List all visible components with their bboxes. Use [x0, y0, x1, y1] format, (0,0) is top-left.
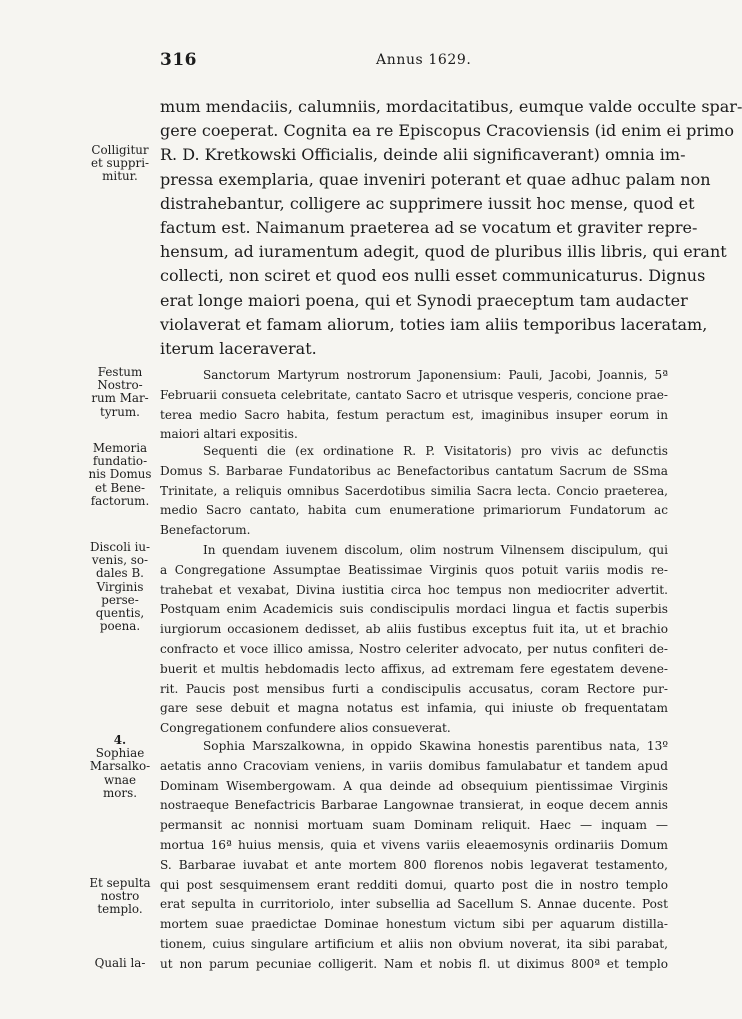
text-line: iurgiorum occasionem dedisset, ab aliis fustibus exceptus fuit ita, ut et brachio: [160, 622, 668, 637]
text-line: aetatis anno Cracoviam veniens, in variis domibus famulabatur et tandem apud: [160, 758, 668, 773]
text-line: Dominam Wisembergowam. A qua deinde ad obsequium pientissimae Virginis: [160, 778, 668, 793]
text-line: medio Sacro cantato, habita cum enumeratione primariorum Fundatorum ac: [160, 503, 668, 518]
text-line: pressa exemplaria, quae inveniri poterant et quae adhuc palam non: [160, 169, 711, 189]
text-line: erat sepulta in curritoriolo, inter subsellia ad Sacellum S. Annae ducente. Post: [160, 897, 668, 912]
text-line: a Congregatione Assumptae Beatissimae Virginis quos potuit variis modis re-: [160, 562, 668, 577]
text-line: Februarii consueta celebritate, cantato Sacro et utrisque vesperis, concione prae-: [160, 387, 668, 402]
text-line: rit. Paucis post mensibus furti a condiscipulis accusatus, coram Rectore pur-: [160, 681, 668, 696]
text-line: Domus S. Barbarae Fundatoribus ac Benefactoribus cantatum Sacrum de SSma: [160, 463, 668, 478]
text-line: Postquam enim Academicis suis condiscipulis mordaci lingua et factis superbis: [160, 602, 668, 617]
text-line: tionem, cuius singulare artificium et aliis non obvium noverat, ita sibi parabat,: [160, 936, 668, 951]
text-line: mortua 16ª huius mensis, quia et vivens variis eleaemosynis ordinariis Domum: [160, 837, 668, 852]
running-title: Annus 1629.: [376, 52, 472, 68]
margin-note-memoria: Memoria fundatio- nis Domus et Bene- factorum.: [88, 441, 152, 508]
text-line: hensum, ad iuramentum adegit, quod de pluribus illis libris, qui erant: [160, 242, 727, 262]
paragraph-memoria: [160, 442, 668, 541]
text-line: R. D. Kretkowski Officialis, deinde alii significaverant) omnia im-: [160, 145, 686, 165]
text-line: terea medio Sacro habita, festum peractum est, imaginibus insuper eorum in: [160, 407, 668, 422]
text-line: Sequenti die (ex ordinatione R. P. Visitatoris) pro vivis ac defunctis: [203, 444, 668, 458]
margin-note-quali: Quali la-: [94, 956, 146, 970]
text-line: gere coeperat. Cognita ea re Episcopus Cracoviensis (id enim ei primo: [160, 121, 734, 141]
margin-note-colligitur: Colligitur et suppri- mitur.: [90, 143, 150, 184]
text-line: collecti, non sciret et quod eos nulli esset communicaturus. Dignus: [160, 266, 706, 286]
text-line: mortem suae praedictae Dominae honestum victum sibi per aquarum distilla-: [160, 917, 668, 932]
text-line: factum est. Naimanum praeterea ad se vocatum et graviter repre-: [160, 218, 698, 238]
paragraph-sophia: [160, 737, 668, 975]
text-line: In quendam iuvenem discolum, olim nostrum Vilnensem discipulum, qui: [203, 543, 668, 557]
text-line: Congregationem confundere alios consueverat.: [160, 721, 451, 736]
text-line: confracto et voce illico amissa, Nostro celeriter advocato, per nutus confiteri de-: [160, 641, 668, 656]
text-line: trahebat et vexabat, Divina iustitia circa hoc tempus non mediocriter advertit.: [160, 582, 668, 597]
text-line: Sophia Marszalkowna, in oppido Skawina honestis parentibus nata, 13º: [203, 739, 668, 753]
text-line: maiori altari expositis.: [160, 427, 298, 442]
text-line: buerit et multis hebdomadis lecto affixus, ad extremam fere egestatem devene-: [160, 661, 668, 676]
text-line: gare sese debuit et magna notatus est infamia, qui iniuste ob frequentatam: [160, 701, 668, 716]
main-paragraph: [160, 95, 742, 361]
text-line: distrahebantur, colligere ac supprimere iussit hoc mense, quod et: [160, 193, 695, 213]
text-line: erat longe maiori poena, qui et Synodi praeceptum tam audacter: [160, 290, 688, 310]
text-line: Sanctorum Martyrum nostrorum Japonensium: Pauli, Jacobi, Joannis, 5ª: [203, 368, 668, 382]
text-line: qui post sesquimensem erant redditi domui, quarto post die in nostro templo: [160, 877, 668, 892]
text-line: iterum laceraverat.: [160, 339, 317, 359]
text-line: Benefactorum.: [160, 523, 251, 538]
margin-note-festum: Festum Nostro- rum Mar- tyrum.: [91, 365, 149, 419]
text-line: mum mendaciis, calumniis, mordacitatibus, eumque valde occulte spar-: [160, 97, 742, 116]
margin-note-sophia: 4. Sophiae Marsalko- wnae mors.: [89, 733, 151, 800]
text-line: nostraeque Benefactricis Barbarae Langownae transierat, in eoque decem annis: [160, 798, 668, 813]
margin-note-sepulta: Et sepulta nostro templo.: [89, 876, 151, 917]
text-line: violaverat et famam aliorum, toties iam aliis temporibus laceratam,: [160, 314, 708, 334]
text-line: Trinitate, a reliquis omnibus Sacerdotibus similia Sacra lecta. Concio praeterea,: [160, 483, 668, 498]
text-line: ut non parum pecuniae colligerit. Nam et nobis fl. ut diximus 800ª et templo: [160, 956, 668, 971]
text-line: permansit ac nonnisi mortuam suam Dominam reliquit. Haec — inquam —: [160, 818, 668, 833]
page-number: 316: [160, 50, 197, 70]
paragraph-festum: [160, 366, 668, 445]
page-header: [160, 50, 670, 72]
margin-note-discoli: Discoli iu- venis, so- dales B. Virginis perse- quentis, poena.: [89, 540, 151, 634]
text-line: S. Barbarae iuvabat et ante mortem 800 florenos nobis legaverat testamento,: [160, 857, 668, 872]
paragraph-discoli: [160, 541, 668, 739]
